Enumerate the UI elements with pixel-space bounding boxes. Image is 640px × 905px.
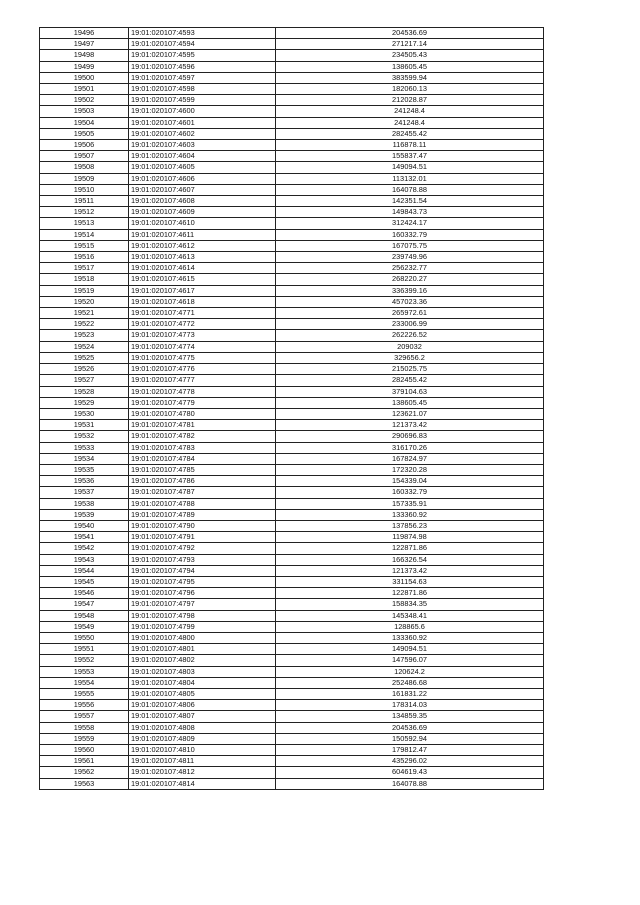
cadastral-number-cell: 19:01:020107:4601 <box>129 117 276 128</box>
cadastral-number-cell: 19:01:020107:4599 <box>129 95 276 106</box>
cadastral-number-cell: 19:01:020107:4793 <box>129 554 276 565</box>
table-row <box>40 655 544 666</box>
value-cell: 172320.28 <box>276 464 544 475</box>
cadastral-number-cell: 19:01:020107:4604 <box>129 151 276 162</box>
value-cell: 157335.91 <box>276 498 544 509</box>
cadastral-number-cell: 19:01:020107:4771 <box>129 308 276 319</box>
table-row <box>40 644 544 655</box>
table-row <box>40 285 544 296</box>
table-row <box>40 296 544 307</box>
row-number-cell: 19525 <box>40 352 129 363</box>
table-row <box>40 520 544 531</box>
row-number-cell: 19501 <box>40 84 129 95</box>
row-number-cell: 19514 <box>40 229 129 240</box>
value-cell: 119874.98 <box>276 532 544 543</box>
data-table <box>39 27 544 790</box>
value-cell: 282455.42 <box>276 375 544 386</box>
row-number-cell: 19538 <box>40 498 129 509</box>
value-cell: 383599.94 <box>276 72 544 83</box>
table-row <box>40 330 544 341</box>
row-number-cell: 19511 <box>40 196 129 207</box>
cadastral-number-cell: 19:01:020107:4598 <box>129 84 276 95</box>
table-row <box>40 117 544 128</box>
row-number-cell: 19558 <box>40 722 129 733</box>
table-row <box>40 532 544 543</box>
table-row <box>40 61 544 72</box>
cadastral-number-cell: 19:01:020107:4777 <box>129 375 276 386</box>
value-cell: 234505.43 <box>276 50 544 61</box>
row-number-cell: 19555 <box>40 688 129 699</box>
table-row <box>40 610 544 621</box>
row-number-cell: 19500 <box>40 72 129 83</box>
row-number-cell: 19503 <box>40 106 129 117</box>
cadastral-number-cell: 19:01:020107:4789 <box>129 509 276 520</box>
value-cell: 290696.83 <box>276 431 544 442</box>
table-row <box>40 106 544 117</box>
table-row <box>40 464 544 475</box>
value-cell: 154339.04 <box>276 476 544 487</box>
table-row <box>40 453 544 464</box>
row-number-cell: 19535 <box>40 464 129 475</box>
row-number-cell: 19505 <box>40 128 129 139</box>
cadastral-number-cell: 19:01:020107:4594 <box>129 39 276 50</box>
table-row <box>40 431 544 442</box>
cadastral-number-cell: 19:01:020107:4797 <box>129 599 276 610</box>
row-number-cell: 19524 <box>40 341 129 352</box>
cadastral-number-cell: 19:01:020107:4801 <box>129 644 276 655</box>
row-number-cell: 19520 <box>40 296 129 307</box>
row-number-cell: 19543 <box>40 554 129 565</box>
value-cell: 239749.96 <box>276 252 544 263</box>
cadastral-number-cell: 19:01:020107:4803 <box>129 666 276 677</box>
row-number-cell: 19553 <box>40 666 129 677</box>
value-cell: 271217.14 <box>276 39 544 50</box>
cadastral-number-cell: 19:01:020107:4595 <box>129 50 276 61</box>
value-cell: 158834.35 <box>276 599 544 610</box>
value-cell: 128865.6 <box>276 621 544 632</box>
value-cell: 604619.43 <box>276 767 544 778</box>
table-row <box>40 308 544 319</box>
row-number-cell: 19516 <box>40 252 129 263</box>
table-row <box>40 151 544 162</box>
value-cell: 179812.47 <box>276 745 544 756</box>
row-number-cell: 19546 <box>40 588 129 599</box>
value-cell: 178314.03 <box>276 700 544 711</box>
table-row <box>40 341 544 352</box>
cadastral-number-cell: 19:01:020107:4618 <box>129 296 276 307</box>
table-row <box>40 184 544 195</box>
cadastral-number-cell: 19:01:020107:4782 <box>129 431 276 442</box>
row-number-cell: 19519 <box>40 285 129 296</box>
value-cell: 336399.16 <box>276 285 544 296</box>
cadastral-number-cell: 19:01:020107:4781 <box>129 420 276 431</box>
cadastral-number-cell: 19:01:020107:4806 <box>129 700 276 711</box>
value-cell: 116878.11 <box>276 140 544 151</box>
row-number-cell: 19502 <box>40 95 129 106</box>
row-number-cell: 19536 <box>40 476 129 487</box>
table-row <box>40 778 544 789</box>
cadastral-number-cell: 19:01:020107:4603 <box>129 140 276 151</box>
table-row <box>40 711 544 722</box>
cadastral-number-cell: 19:01:020107:4607 <box>129 184 276 195</box>
cadastral-number-cell: 19:01:020107:4799 <box>129 621 276 632</box>
value-cell: 150592.94 <box>276 733 544 744</box>
table-row <box>40 745 544 756</box>
table-row <box>40 632 544 643</box>
table-row <box>40 128 544 139</box>
row-number-cell: 19557 <box>40 711 129 722</box>
row-number-cell: 19542 <box>40 543 129 554</box>
cadastral-number-cell: 19:01:020107:4808 <box>129 722 276 733</box>
table-row <box>40 509 544 520</box>
value-cell: 256232.77 <box>276 263 544 274</box>
value-cell: 316170.26 <box>276 442 544 453</box>
value-cell: 155837.47 <box>276 151 544 162</box>
value-cell: 149094.51 <box>276 644 544 655</box>
value-cell: 142351.54 <box>276 196 544 207</box>
value-cell: 312424.17 <box>276 218 544 229</box>
value-cell: 212028.87 <box>276 95 544 106</box>
table-row <box>40 767 544 778</box>
value-cell: 137856.23 <box>276 520 544 531</box>
row-number-cell: 19532 <box>40 431 129 442</box>
row-number-cell: 19527 <box>40 375 129 386</box>
cadastral-number-cell: 19:01:020107:4772 <box>129 319 276 330</box>
cadastral-number-cell: 19:01:020107:4774 <box>129 341 276 352</box>
value-cell: 457023.36 <box>276 296 544 307</box>
table-row <box>40 50 544 61</box>
row-number-cell: 19517 <box>40 263 129 274</box>
row-number-cell: 19512 <box>40 207 129 218</box>
cadastral-number-cell: 19:01:020107:4784 <box>129 453 276 464</box>
cadastral-number-cell: 19:01:020107:4783 <box>129 442 276 453</box>
row-number-cell: 19496 <box>40 28 129 39</box>
row-number-cell: 19563 <box>40 778 129 789</box>
cadastral-number-cell: 19:01:020107:4807 <box>129 711 276 722</box>
table-row <box>40 207 544 218</box>
row-number-cell: 19551 <box>40 644 129 655</box>
table-row <box>40 375 544 386</box>
row-number-cell: 19529 <box>40 397 129 408</box>
table-row <box>40 397 544 408</box>
value-cell: 122871.86 <box>276 588 544 599</box>
value-cell: 241248.4 <box>276 117 544 128</box>
cadastral-number-cell: 19:01:020107:4600 <box>129 106 276 117</box>
table-row <box>40 162 544 173</box>
cadastral-number-cell: 19:01:020107:4794 <box>129 565 276 576</box>
row-number-cell: 19523 <box>40 330 129 341</box>
value-cell: 149843.73 <box>276 207 544 218</box>
cadastral-number-cell: 19:01:020107:4775 <box>129 352 276 363</box>
table-row <box>40 140 544 151</box>
row-number-cell: 19556 <box>40 700 129 711</box>
table-row <box>40 666 544 677</box>
table-row <box>40 408 544 419</box>
table-row <box>40 274 544 285</box>
cadastral-number-cell: 19:01:020107:4780 <box>129 408 276 419</box>
table-row <box>40 352 544 363</box>
table-row <box>40 442 544 453</box>
table-row <box>40 364 544 375</box>
row-number-cell: 19561 <box>40 756 129 767</box>
table-row <box>40 196 544 207</box>
cadastral-number-cell: 19:01:020107:4606 <box>129 173 276 184</box>
value-cell: 123621.07 <box>276 408 544 419</box>
cadastral-number-cell: 19:01:020107:4609 <box>129 207 276 218</box>
value-cell: 241248.4 <box>276 106 544 117</box>
row-number-cell: 19541 <box>40 532 129 543</box>
row-number-cell: 19552 <box>40 655 129 666</box>
value-cell: 265972.61 <box>276 308 544 319</box>
value-cell: 282455.42 <box>276 128 544 139</box>
cadastral-number-cell: 19:01:020107:4811 <box>129 756 276 767</box>
value-cell: 262226.52 <box>276 330 544 341</box>
row-number-cell: 19522 <box>40 319 129 330</box>
table-row <box>40 240 544 251</box>
table-row <box>40 599 544 610</box>
cadastral-number-cell: 19:01:020107:4800 <box>129 632 276 643</box>
table-row <box>40 95 544 106</box>
row-number-cell: 19537 <box>40 487 129 498</box>
row-number-cell: 19515 <box>40 240 129 251</box>
table-row <box>40 677 544 688</box>
cadastral-number-cell: 19:01:020107:4785 <box>129 464 276 475</box>
value-cell: 133360.92 <box>276 632 544 643</box>
row-number-cell: 19513 <box>40 218 129 229</box>
row-number-cell: 19559 <box>40 733 129 744</box>
row-number-cell: 19497 <box>40 39 129 50</box>
table-row <box>40 565 544 576</box>
table-row <box>40 733 544 744</box>
row-number-cell: 19499 <box>40 61 129 72</box>
row-number-cell: 19498 <box>40 50 129 61</box>
table-row <box>40 576 544 587</box>
value-cell: 161831.22 <box>276 688 544 699</box>
value-cell: 379104.63 <box>276 386 544 397</box>
value-cell: 204536.69 <box>276 722 544 733</box>
table-row <box>40 543 544 554</box>
row-number-cell: 19554 <box>40 677 129 688</box>
cadastral-number-cell: 19:01:020107:4805 <box>129 688 276 699</box>
value-cell: 233006.99 <box>276 319 544 330</box>
value-cell: 147596.07 <box>276 655 544 666</box>
table-row <box>40 39 544 50</box>
table-row <box>40 319 544 330</box>
cadastral-number-cell: 19:01:020107:4613 <box>129 252 276 263</box>
cadastral-number-cell: 19:01:020107:4802 <box>129 655 276 666</box>
row-number-cell: 19540 <box>40 520 129 531</box>
table-row <box>40 420 544 431</box>
cadastral-number-cell: 19:01:020107:4787 <box>129 487 276 498</box>
value-cell: 121373.42 <box>276 565 544 576</box>
row-number-cell: 19521 <box>40 308 129 319</box>
cadastral-number-cell: 19:01:020107:4615 <box>129 274 276 285</box>
cadastral-number-cell: 19:01:020107:4810 <box>129 745 276 756</box>
value-cell: 134859.35 <box>276 711 544 722</box>
cadastral-number-cell: 19:01:020107:4809 <box>129 733 276 744</box>
value-cell: 209032 <box>276 341 544 352</box>
cadastral-number-cell: 19:01:020107:4814 <box>129 778 276 789</box>
value-cell: 252486.68 <box>276 677 544 688</box>
cadastral-number-cell: 19:01:020107:4608 <box>129 196 276 207</box>
cadastral-number-cell: 19:01:020107:4617 <box>129 285 276 296</box>
table-row <box>40 688 544 699</box>
value-cell: 122871.86 <box>276 543 544 554</box>
table-row <box>40 84 544 95</box>
table-row <box>40 28 544 39</box>
row-number-cell: 19549 <box>40 621 129 632</box>
value-cell: 166326.54 <box>276 554 544 565</box>
value-cell: 215025.75 <box>276 364 544 375</box>
row-number-cell: 19544 <box>40 565 129 576</box>
row-number-cell: 19518 <box>40 274 129 285</box>
cadastral-number-cell: 19:01:020107:4788 <box>129 498 276 509</box>
cadastral-number-cell: 19:01:020107:4791 <box>129 532 276 543</box>
cadastral-number-cell: 19:01:020107:4612 <box>129 240 276 251</box>
row-number-cell: 19560 <box>40 745 129 756</box>
table-body <box>40 28 544 790</box>
value-cell: 164078.88 <box>276 184 544 195</box>
value-cell: 182060.13 <box>276 84 544 95</box>
row-number-cell: 19510 <box>40 184 129 195</box>
row-number-cell: 19545 <box>40 576 129 587</box>
table-row <box>40 218 544 229</box>
table-row <box>40 386 544 397</box>
row-number-cell: 19508 <box>40 162 129 173</box>
row-number-cell: 19530 <box>40 408 129 419</box>
table-row <box>40 621 544 632</box>
value-cell: 138605.45 <box>276 61 544 72</box>
row-number-cell: 19533 <box>40 442 129 453</box>
value-cell: 160332.79 <box>276 229 544 240</box>
table-row <box>40 700 544 711</box>
table-row <box>40 476 544 487</box>
value-cell: 138605.45 <box>276 397 544 408</box>
cadastral-number-cell: 19:01:020107:4804 <box>129 677 276 688</box>
cadastral-number-cell: 19:01:020107:4596 <box>129 61 276 72</box>
cadastral-number-cell: 19:01:020107:4792 <box>129 543 276 554</box>
value-cell: 204536.69 <box>276 28 544 39</box>
table-row <box>40 72 544 83</box>
cadastral-number-cell: 19:01:020107:4778 <box>129 386 276 397</box>
cadastral-number-cell: 19:01:020107:4776 <box>129 364 276 375</box>
cadastral-number-cell: 19:01:020107:4610 <box>129 218 276 229</box>
value-cell: 133360.92 <box>276 509 544 520</box>
value-cell: 120624.2 <box>276 666 544 677</box>
row-number-cell: 19528 <box>40 386 129 397</box>
table-row <box>40 487 544 498</box>
value-cell: 113132.01 <box>276 173 544 184</box>
cadastral-number-cell: 19:01:020107:4602 <box>129 128 276 139</box>
value-cell: 160332.79 <box>276 487 544 498</box>
table-row <box>40 173 544 184</box>
cadastral-number-cell: 19:01:020107:4597 <box>129 72 276 83</box>
table-row <box>40 263 544 274</box>
row-number-cell: 19548 <box>40 610 129 621</box>
row-number-cell: 19504 <box>40 117 129 128</box>
cadastral-number-cell: 19:01:020107:4796 <box>129 588 276 599</box>
table-row <box>40 554 544 565</box>
cadastral-number-cell: 19:01:020107:4605 <box>129 162 276 173</box>
row-number-cell: 19509 <box>40 173 129 184</box>
table-row <box>40 756 544 767</box>
row-number-cell: 19506 <box>40 140 129 151</box>
table-row <box>40 498 544 509</box>
cadastral-number-cell: 19:01:020107:4773 <box>129 330 276 341</box>
table-row <box>40 229 544 240</box>
row-number-cell: 19507 <box>40 151 129 162</box>
cadastral-number-cell: 19:01:020107:4798 <box>129 610 276 621</box>
cadastral-number-cell: 19:01:020107:4812 <box>129 767 276 778</box>
row-number-cell: 19562 <box>40 767 129 778</box>
cadastral-number-cell: 19:01:020107:4593 <box>129 28 276 39</box>
value-cell: 268220.27 <box>276 274 544 285</box>
value-cell: 167075.75 <box>276 240 544 251</box>
value-cell: 167824.97 <box>276 453 544 464</box>
value-cell: 435296.02 <box>276 756 544 767</box>
value-cell: 121373.42 <box>276 420 544 431</box>
cadastral-number-cell: 19:01:020107:4779 <box>129 397 276 408</box>
cadastral-number-cell: 19:01:020107:4790 <box>129 520 276 531</box>
row-number-cell: 19550 <box>40 632 129 643</box>
cadastral-number-cell: 19:01:020107:4611 <box>129 229 276 240</box>
row-number-cell: 19534 <box>40 453 129 464</box>
cadastral-number-cell: 19:01:020107:4786 <box>129 476 276 487</box>
cadastral-number-cell: 19:01:020107:4795 <box>129 576 276 587</box>
value-cell: 145348.41 <box>276 610 544 621</box>
value-cell: 164078.88 <box>276 778 544 789</box>
table-row <box>40 722 544 733</box>
table-row <box>40 588 544 599</box>
row-number-cell: 19526 <box>40 364 129 375</box>
value-cell: 329656.2 <box>276 352 544 363</box>
row-number-cell: 19531 <box>40 420 129 431</box>
value-cell: 149094.51 <box>276 162 544 173</box>
value-cell: 331154.63 <box>276 576 544 587</box>
row-number-cell: 19547 <box>40 599 129 610</box>
table-row <box>40 252 544 263</box>
row-number-cell: 19539 <box>40 509 129 520</box>
cadastral-number-cell: 19:01:020107:4614 <box>129 263 276 274</box>
